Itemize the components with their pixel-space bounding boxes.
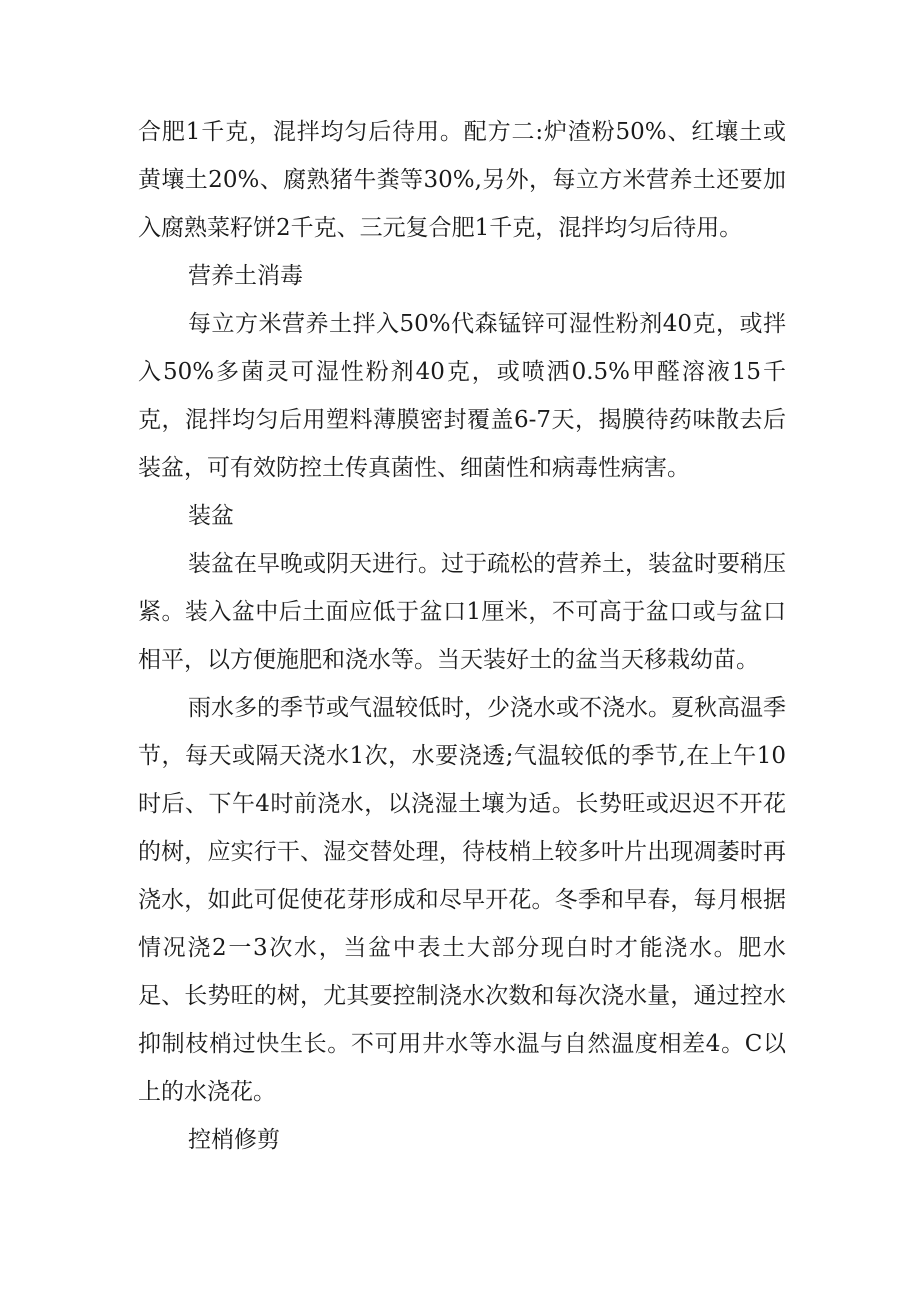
heading-potting: 装盆 — [188, 503, 234, 529]
paragraph-fertilizer-formula: 合肥1千克，混拌均匀后待用。配方二:炉渣粉50%、红壤土或黄壤土20%、腐熟猪牛粪等30%,另外，每立方米营养土还要加入腐熟菜籽饼2千克、三元复合肥1千克，混拌均匀后待用。 — [138, 119, 786, 241]
paragraph-potting: 装盆在早晚或阴天进行。过于疏松的营养土，装盆时要稍压紧。装入盆中后土面应低于盆口1厘米，不可高于盆口或与盆口相平，以方便施肥和浇水等。当天装好土的盆当天移栽幼苗。 — [138, 551, 786, 673]
heading-shoot-pruning: 控梢修剪 — [188, 1127, 280, 1153]
document-body — [138, 108, 786, 1164]
paragraph-soil-disinfection: 每立方米营养土拌入50%代森锰锌可湿性粉剂40克，或拌入50%多菌灵可湿性粉剂40克，或喷洒0.5%甲醛溶液15千克，混拌均匀后用塑料薄膜密封覆盖6-7天，揭膜待药味散去后装盆，可有效防控土传真菌性、细菌性和病毒性病害。 — [138, 311, 786, 481]
paragraph-watering: 雨水多的季节或气温较低时，少浇水或不浇水。夏秋高温季节，每天或隔天浇水1次，水要浇透;气温较低的季节,在上午10时后、下午4时前浇水，以浇湿土壤为适。长势旺或迟迟不开花的树，应实行干、湿交替处理，待枝梢上较多叶片出现凋萎时再浇水，如此可促使花芽形成和尽早开花。冬季和早春，每月根据情况浇2一3次水，当盆中表土大部分现白时才能浇水。肥水足、长势旺的树，尤其要控制浇水次数和每次浇水量，通过控水抑制枝梢过快生长。不可用井水等水温与自然温度相差4。C以上的水浇花。 — [138, 695, 786, 1105]
heading-soil-disinfection: 营养土消毒 — [188, 263, 303, 289]
